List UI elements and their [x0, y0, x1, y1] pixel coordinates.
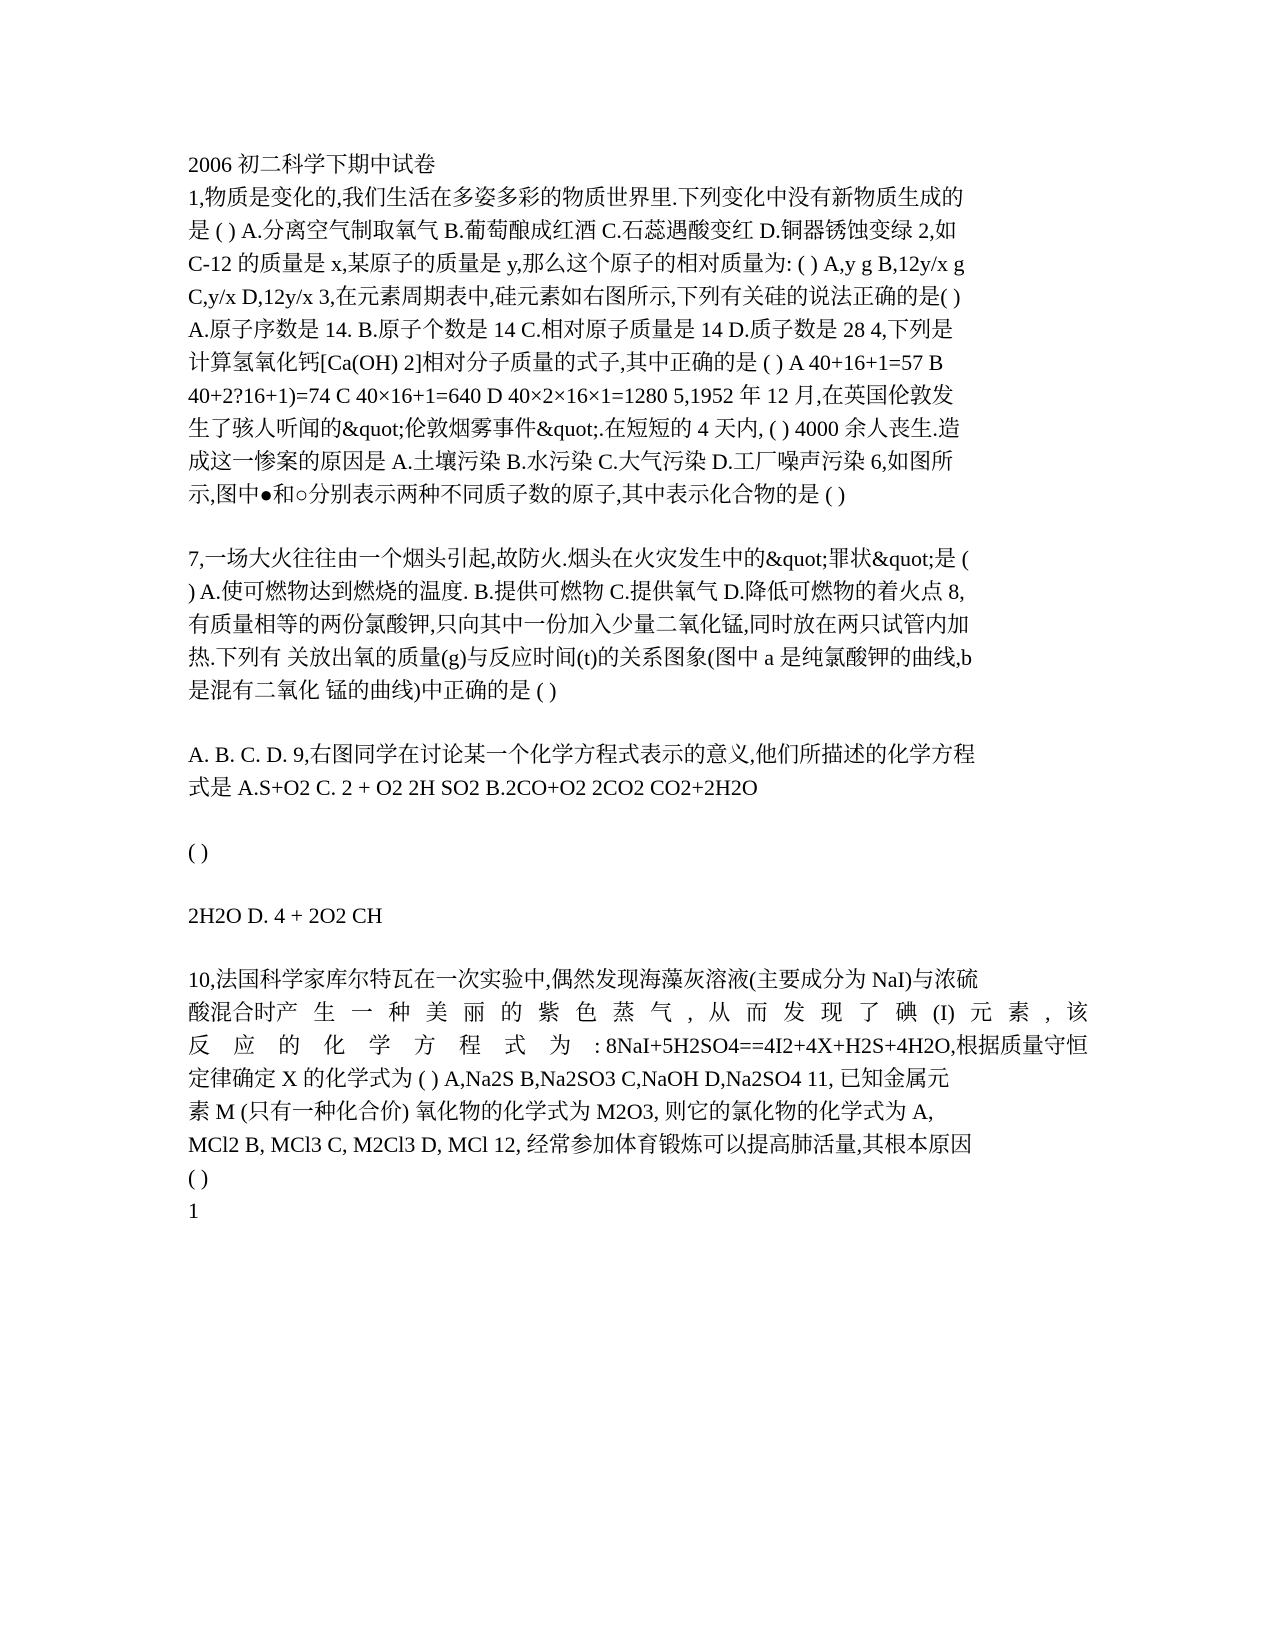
justified-line [188, 996, 1088, 1029]
text-line: C-12 的质量是 x,某原子的质量是 y,那么这个原子的相对质量为: ( ) A,y g B,12y/x g [188, 251, 965, 276]
document-page [188, 148, 1088, 1227]
justified-word: 丽 [463, 1000, 486, 1025]
text-line: 2H2O D. 4 + 2O2 CH [188, 903, 383, 928]
justified-word: 气 [650, 1000, 673, 1025]
justified-word: 素 [1007, 1000, 1030, 1025]
justified-word: 程 [458, 1033, 481, 1058]
question-block-1 [188, 181, 1088, 511]
justified-line [188, 1029, 1088, 1062]
question-block-5 [188, 899, 1088, 932]
justified-word: 为 [549, 1033, 572, 1058]
justified-word: 该 [1065, 1000, 1088, 1025]
text-line: ( ) [188, 839, 209, 864]
paragraph-gap [188, 804, 1088, 835]
text-line: 有质量相等的两份氯酸钾,只向其中一份加入少量二氧化锰,同时放在两只试管内加 [188, 612, 970, 637]
text-line: 式是 A.S+O2 C. 2 + O2 2H SO2 B.2CO+O2 2CO2 CO2+2H2O [188, 775, 758, 800]
question-block-4 [188, 835, 1088, 868]
paragraph-gap [188, 511, 1088, 542]
text-line: 40+2?16+1)=74 C 40×16+1=640 D 40×2×16×1=1280 5,1952 年 12 月,在英国伦敦发 [188, 383, 954, 408]
justified-word: 的 [500, 1000, 523, 1025]
text-line: 计算氢氧化钙[Ca(OH) 2]相对分子质量的式子,其中正确的是 ( ) A 40+16+1=57 B [188, 350, 944, 375]
justified-word: 而 [745, 1000, 768, 1025]
text-line: 成这一惨案的原因是 A.土壤污染 B.水污染 C.大气污染 D.工厂噪声污染 6,如图所 [188, 449, 954, 474]
text-line: 是 ( ) A.分离空气制取氧气 B.葡萄酿成红酒 C.石蕊遇酸变红 D.铜器锈蚀变绿 2,如 [188, 218, 957, 243]
text-line: A. B. C. D. 9,右图同学在讨论某一个化学方程式表示的意义,他们所描述的化学方程 [188, 742, 976, 767]
question-block-3 [188, 738, 1088, 804]
justified-word: 蒸 [612, 1000, 635, 1025]
justified-word: 化 [323, 1033, 346, 1058]
justified-word: 紫 [537, 1000, 560, 1025]
justified-word: 现 [820, 1000, 843, 1025]
justified-word: 酸混合时产 [188, 1000, 299, 1025]
justified-word: 的 [278, 1033, 301, 1058]
text-line: ) A.使可燃物达到燃烧的温度. B.提供可燃物 C.提供氧气 D.降低可燃物的着火点 8, [188, 579, 965, 604]
justified-word: 碘 [895, 1000, 918, 1025]
text-line: 10,法国科学家库尔特瓦在一次实验中,偶然发现海藻灰溶液(主要成分为 NaI)与浓硫 [188, 967, 979, 992]
paragraph-gap [188, 707, 1088, 738]
justified-word: 美 [425, 1000, 448, 1025]
justified-word: 一 [350, 1000, 373, 1025]
text-line: MCl2 B, MCl3 C, M2Cl3 D, MCl 12, 经常参加体育锻炼可以提高肺活量,其根本原因 [188, 1132, 973, 1157]
paragraph-gap [188, 932, 1088, 963]
text-line: A.原子序数是 14. B.原子个数是 14 C.相对原子质量是 14 D.质子数是 28 4,下列是 [188, 317, 954, 342]
justified-word: 从 [708, 1000, 731, 1025]
justified-word: , [1044, 1000, 1051, 1025]
page-number: 1 [188, 1198, 199, 1223]
text-line: 7,一场大火往往由一个烟头引起,故防火.烟头在火灾发生中的&quot;罪状&quot;是 ( [188, 546, 970, 571]
text-line: C,y/x D,12y/x 3,在元素周期表中,硅元素如右图所示,下列有关硅的说法正确的是( ) [188, 284, 961, 309]
text-line: 生了骇人听闻的&quot;伦敦烟雾事件&quot;.在短短的 4 天内, ( ) 4000 余人丧生.造 [188, 416, 960, 441]
text-line: ( ) [188, 1165, 209, 1190]
justified-word: 了 [857, 1000, 880, 1025]
justified-word: 学 [368, 1033, 391, 1058]
justified-word: (I) [932, 1000, 955, 1025]
justified-word: 方 [413, 1033, 436, 1058]
text-line: 示,图中●和○分别表示两种不同质子数的原子,其中表示化合物的是 ( ) [188, 482, 846, 507]
text-line: 热.下列有 关放出氧的质量(g)与反应时间(t)的关系图象(图中 a 是纯氯酸钾的曲线,b [188, 645, 973, 670]
question-block-2 [188, 542, 1088, 707]
document-title: 2006 初二科学下期中试卷 [188, 152, 436, 177]
text-line: 1,物质是变化的,我们生活在多姿多彩的物质世界里.下列变化中没有新物质生成的 [188, 185, 964, 210]
text-line: 是混有二氧化 锰的曲线)中正确的是 ( ) [188, 678, 557, 703]
justified-word: 生 [313, 1000, 336, 1025]
paragraph-gap [188, 868, 1088, 899]
justified-word: 反 [188, 1033, 211, 1058]
justified-word: 发 [783, 1000, 806, 1025]
justified-word: , [687, 1000, 693, 1025]
justified-word: 种 [388, 1000, 411, 1025]
justified-word: 元 [970, 1000, 993, 1025]
text-line: 定律确定 X 的化学式为 ( ) A,Na2S B,Na2SO3 C,NaOH D,Na2SO4 11, 已知金属元 [188, 1066, 950, 1091]
justified-word: 式 [503, 1033, 526, 1058]
justified-word: 应 [233, 1033, 256, 1058]
question-block-6 [188, 963, 1088, 1194]
text-line: 素 M (只有一种化合价) 氧化物的化学式为 M2O3, 则它的氯化物的化学式为 A, [188, 1099, 934, 1124]
justified-word: 色 [575, 1000, 598, 1025]
justified-word: : 8NaI+5H2SO4==4I2+4X+H2S+4H2O,根据质量守恒 [594, 1033, 1088, 1058]
